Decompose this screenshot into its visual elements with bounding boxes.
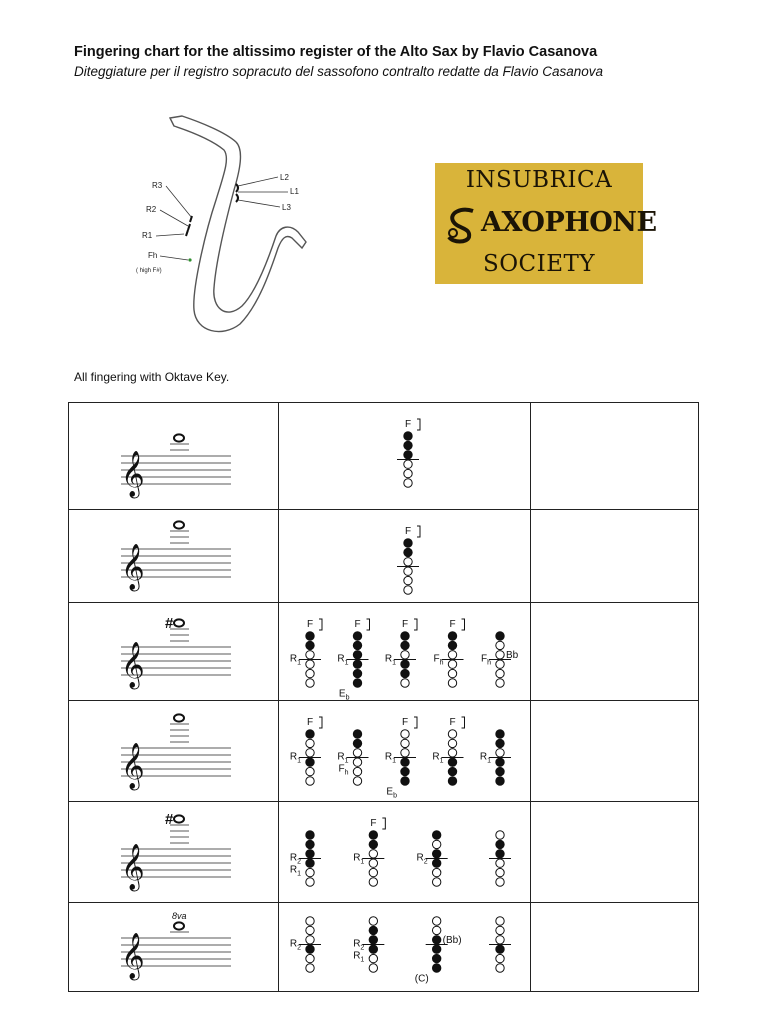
open-key <box>404 586 412 594</box>
open-key <box>306 868 314 876</box>
open-key <box>353 758 361 766</box>
staff-cell <box>69 603 279 701</box>
open-key <box>448 660 456 668</box>
closed-key <box>401 660 409 668</box>
open-key <box>306 936 314 944</box>
octave-key-note: All fingering with Oktave Key. <box>74 370 230 384</box>
open-key <box>432 868 440 876</box>
logo-line-3: SOCIETY <box>482 251 596 277</box>
fingering <box>415 917 462 985</box>
fingering-diagrams <box>279 603 530 701</box>
fingering-left-label: $R_1$ <box>353 852 365 866</box>
fingering-side-label: Bb <box>506 649 519 661</box>
staff-cell <box>69 701 279 802</box>
open-key <box>496 868 504 876</box>
fingering-cell <box>279 403 531 510</box>
open-key <box>496 651 504 659</box>
closed-key <box>353 632 361 640</box>
open-key <box>401 679 409 687</box>
closed-key <box>369 926 377 934</box>
fingering-left-label-2: $R_1$ <box>289 864 301 878</box>
open-key <box>448 739 456 747</box>
open-key <box>369 917 377 925</box>
fingering <box>489 917 511 972</box>
open-key <box>496 859 504 867</box>
fingering-left-label: $R_1$ <box>384 653 396 667</box>
closed-key <box>306 831 314 839</box>
closed-key <box>401 632 409 640</box>
empty-cell <box>531 903 699 992</box>
closed-key <box>401 669 409 677</box>
fingering-cell <box>279 701 531 802</box>
open-key <box>496 878 504 886</box>
fingering-diagrams <box>279 701 530 802</box>
open-key <box>401 730 409 738</box>
fingering <box>290 717 322 785</box>
fingering-left-label: $R_2$ <box>289 852 301 866</box>
fingering-below-label: $E_b$ <box>338 688 350 701</box>
open-key <box>306 954 314 962</box>
bracket-mark <box>414 717 417 728</box>
fingering-left-label: $R_1$ <box>479 751 491 765</box>
saxophone-outline <box>170 116 306 332</box>
whole-note <box>174 815 184 822</box>
fingering <box>353 818 385 886</box>
closed-key <box>401 641 409 649</box>
open-key <box>369 954 377 962</box>
logo-line-2: AXOPHONE <box>481 207 657 238</box>
bracket-mark <box>417 419 420 430</box>
closed-key <box>353 660 361 668</box>
open-key <box>401 749 409 757</box>
table-row <box>69 510 699 603</box>
open-key <box>448 651 456 659</box>
closed-key <box>404 441 412 449</box>
closed-key <box>306 758 314 766</box>
empty-cell <box>531 701 699 802</box>
chart-title: Fingering chart for the altissimo register of the Alto Sax by Flavio Casanova <box>74 44 598 60</box>
fingering-top-label: F <box>449 619 456 630</box>
closed-key <box>401 758 409 766</box>
label-r2: R2 <box>146 205 157 214</box>
logo-line-1: INSUBRICA <box>465 167 613 193</box>
open-key <box>401 651 409 659</box>
open-key <box>306 669 314 677</box>
closed-key <box>369 831 377 839</box>
label-fh: Fh <box>148 251 158 260</box>
closed-key <box>432 945 440 953</box>
open-key <box>404 576 412 584</box>
fingering-cell <box>279 903 531 992</box>
closed-key <box>496 945 504 953</box>
fingering <box>290 831 321 886</box>
closed-key <box>496 758 504 766</box>
closed-key <box>353 669 361 677</box>
open-key <box>496 954 504 962</box>
fingering <box>385 619 417 687</box>
whole-note <box>174 434 184 441</box>
fingering-left-label: $R_1$ <box>432 751 444 765</box>
bracket-mark <box>367 619 370 630</box>
fingering-left-label: $R_1$ <box>289 751 301 765</box>
fingering <box>433 619 464 687</box>
staff-cell <box>69 510 279 603</box>
fingering <box>337 619 369 701</box>
fingering-diagrams <box>279 802 530 903</box>
sharp-sign: # <box>165 811 174 828</box>
open-key <box>306 651 314 659</box>
label-r1: R1 <box>142 231 153 240</box>
closed-key <box>496 850 504 858</box>
fingering-left-label: $R_2$ <box>353 938 365 952</box>
open-key <box>404 460 412 468</box>
closed-key <box>448 758 456 766</box>
open-key <box>404 479 412 487</box>
music-staff <box>69 403 278 510</box>
open-key <box>432 878 440 886</box>
closed-key <box>306 945 314 953</box>
whole-note <box>174 521 184 528</box>
music-staff <box>69 903 278 992</box>
closed-key <box>306 730 314 738</box>
closed-key <box>404 432 412 440</box>
fingering-top-label: F <box>405 419 412 430</box>
open-key <box>353 749 361 757</box>
fingering-left-label: $R_1$ <box>337 751 349 765</box>
fingering-top-label: F <box>402 619 409 630</box>
chart-subtitle: Diteggiature per il registro sopracuto del sassofono contralto redatte da Flavio Casanova <box>74 64 604 79</box>
whole-note <box>174 922 184 929</box>
closed-key <box>404 548 412 556</box>
closed-key <box>353 651 361 659</box>
music-staff <box>69 701 278 802</box>
fingering-top-label: F <box>307 717 314 728</box>
closed-key <box>496 767 504 775</box>
open-key <box>306 926 314 934</box>
sharp-sign: # <box>165 615 174 632</box>
open-key <box>448 669 456 677</box>
bracket-mark <box>417 526 420 537</box>
fingering <box>480 730 511 785</box>
bracket-mark <box>462 619 465 630</box>
bracket-mark <box>382 818 385 829</box>
fingering <box>397 419 420 487</box>
fingering <box>417 831 448 886</box>
open-key <box>432 917 440 925</box>
closed-key <box>306 859 314 867</box>
open-key <box>306 739 314 747</box>
bracket-mark <box>319 717 322 728</box>
closed-key <box>448 632 456 640</box>
fingering-diagrams <box>279 403 530 510</box>
fingering-top-label: F <box>449 717 456 728</box>
treble-clef-icon: 𝄞 <box>121 643 145 687</box>
closed-key <box>432 831 440 839</box>
label-l1: L1 <box>290 187 299 196</box>
open-key <box>496 831 504 839</box>
fingering-diagrams <box>279 510 530 603</box>
open-key <box>448 679 456 687</box>
insubrica-logo <box>435 163 657 284</box>
open-key <box>448 749 456 757</box>
closed-key <box>496 840 504 848</box>
open-key <box>432 926 440 934</box>
closed-key <box>432 964 440 972</box>
open-key <box>404 558 412 566</box>
fingering-table <box>68 402 699 992</box>
open-key <box>448 730 456 738</box>
open-key <box>369 868 377 876</box>
empty-cell <box>531 510 699 603</box>
fingering <box>432 717 464 785</box>
open-key <box>353 767 361 775</box>
closed-key <box>448 777 456 785</box>
open-key <box>404 567 412 575</box>
table-row <box>69 903 699 992</box>
fingering <box>290 619 322 687</box>
treble-clef-icon: 𝄞 <box>121 545 145 589</box>
closed-key <box>432 850 440 858</box>
open-key <box>369 964 377 972</box>
whole-note <box>174 714 184 721</box>
open-key <box>369 850 377 858</box>
open-key <box>496 749 504 757</box>
label-high-fsharp: ( high F#) <box>136 268 162 274</box>
closed-key <box>401 767 409 775</box>
treble-clef-icon: 𝄞 <box>121 744 145 788</box>
open-key <box>496 936 504 944</box>
closed-key <box>432 936 440 944</box>
ottava-mark: 8va <box>172 911 187 921</box>
open-key <box>401 739 409 747</box>
fingering <box>397 526 420 594</box>
treble-clef-icon: 𝄞 <box>121 452 145 496</box>
label-r3: R3 <box>152 181 163 190</box>
fingering <box>353 917 384 972</box>
fingering-left-label: $R_2$ <box>416 852 428 866</box>
fingering-diagrams <box>279 903 530 992</box>
table-row <box>69 701 699 802</box>
closed-key <box>353 641 361 649</box>
fingering-side-label: (Bb) <box>442 934 462 946</box>
music-staff <box>69 510 278 603</box>
open-key <box>306 660 314 668</box>
table-row <box>69 403 699 510</box>
treble-clef-icon: 𝄞 <box>121 845 145 889</box>
open-key <box>306 917 314 925</box>
open-key <box>496 660 504 668</box>
fingering-left-label-2: $R_1$ <box>353 950 365 964</box>
fingering-top-label: F <box>354 619 361 630</box>
fingering-left-label: $R_1$ <box>337 653 349 667</box>
closed-key <box>432 954 440 962</box>
closed-key <box>306 641 314 649</box>
bracket-mark <box>319 619 322 630</box>
open-key <box>369 878 377 886</box>
staff-cell <box>69 802 279 903</box>
bracket-mark <box>414 619 417 630</box>
fingering-top-label: F <box>370 818 377 829</box>
fingering-below-label: (C) <box>414 973 429 985</box>
closed-key <box>496 739 504 747</box>
fingering-cell <box>279 510 531 603</box>
staff-cell <box>69 403 279 510</box>
closed-key <box>369 945 377 953</box>
fingering-left-label: $F_h$ <box>433 653 444 667</box>
closed-key <box>369 936 377 944</box>
closed-key <box>353 730 361 738</box>
treble-clef-icon: 𝄞 <box>121 934 145 978</box>
open-key <box>496 679 504 687</box>
fingering-cell <box>279 603 531 701</box>
fingering <box>489 831 511 886</box>
open-key <box>496 641 504 649</box>
closed-key <box>306 840 314 848</box>
closed-key <box>404 539 412 547</box>
empty-cell <box>531 603 699 701</box>
open-key <box>496 917 504 925</box>
fingering-top-label: F <box>402 717 409 728</box>
closed-key <box>353 679 361 687</box>
fingering-below-label: $E_b$ <box>386 786 397 800</box>
label-l3: L3 <box>282 203 291 212</box>
closed-key <box>306 850 314 858</box>
fingering-left-label: $R_2$ <box>289 938 301 952</box>
fingering-top-label: F <box>405 526 412 537</box>
closed-key <box>496 777 504 785</box>
staff-cell <box>69 903 279 992</box>
open-key <box>496 669 504 677</box>
fingering-top-label: F <box>307 619 314 630</box>
fingering-cell <box>279 802 531 903</box>
open-key <box>496 964 504 972</box>
fingering-left-label: $R_1$ <box>384 751 396 765</box>
fingering-left-label: $F_h$ <box>480 653 491 667</box>
open-key <box>369 859 377 867</box>
fingering <box>385 717 417 799</box>
closed-key <box>369 840 377 848</box>
fingering <box>290 917 321 972</box>
closed-key <box>353 739 361 747</box>
fingering <box>481 632 519 687</box>
open-key <box>432 840 440 848</box>
open-key <box>306 767 314 775</box>
bracket-mark <box>462 717 465 728</box>
open-key <box>496 926 504 934</box>
label-l2: L2 <box>280 173 289 182</box>
open-key <box>306 777 314 785</box>
closed-key <box>432 859 440 867</box>
empty-cell <box>531 802 699 903</box>
open-key <box>404 469 412 477</box>
closed-key <box>404 451 412 459</box>
music-staff <box>69 603 278 701</box>
empty-cell <box>531 403 699 510</box>
music-staff <box>69 802 278 903</box>
open-key <box>306 964 314 972</box>
open-key <box>306 679 314 687</box>
closed-key <box>496 730 504 738</box>
closed-key <box>401 777 409 785</box>
closed-key <box>496 632 504 640</box>
fingering-left-label: $R_1$ <box>289 653 301 667</box>
table-row <box>69 603 699 701</box>
saxophone-key-diagram <box>130 110 320 335</box>
fingering <box>337 730 368 785</box>
table-row <box>69 802 699 903</box>
closed-key <box>306 632 314 640</box>
closed-key <box>448 767 456 775</box>
whole-note <box>174 619 184 626</box>
closed-key <box>448 641 456 649</box>
open-key <box>306 749 314 757</box>
open-key <box>306 878 314 886</box>
logo-saxophone-s <box>439 205 483 245</box>
open-key <box>353 777 361 785</box>
fingering-left-label-2: $F_h$ <box>338 763 349 777</box>
